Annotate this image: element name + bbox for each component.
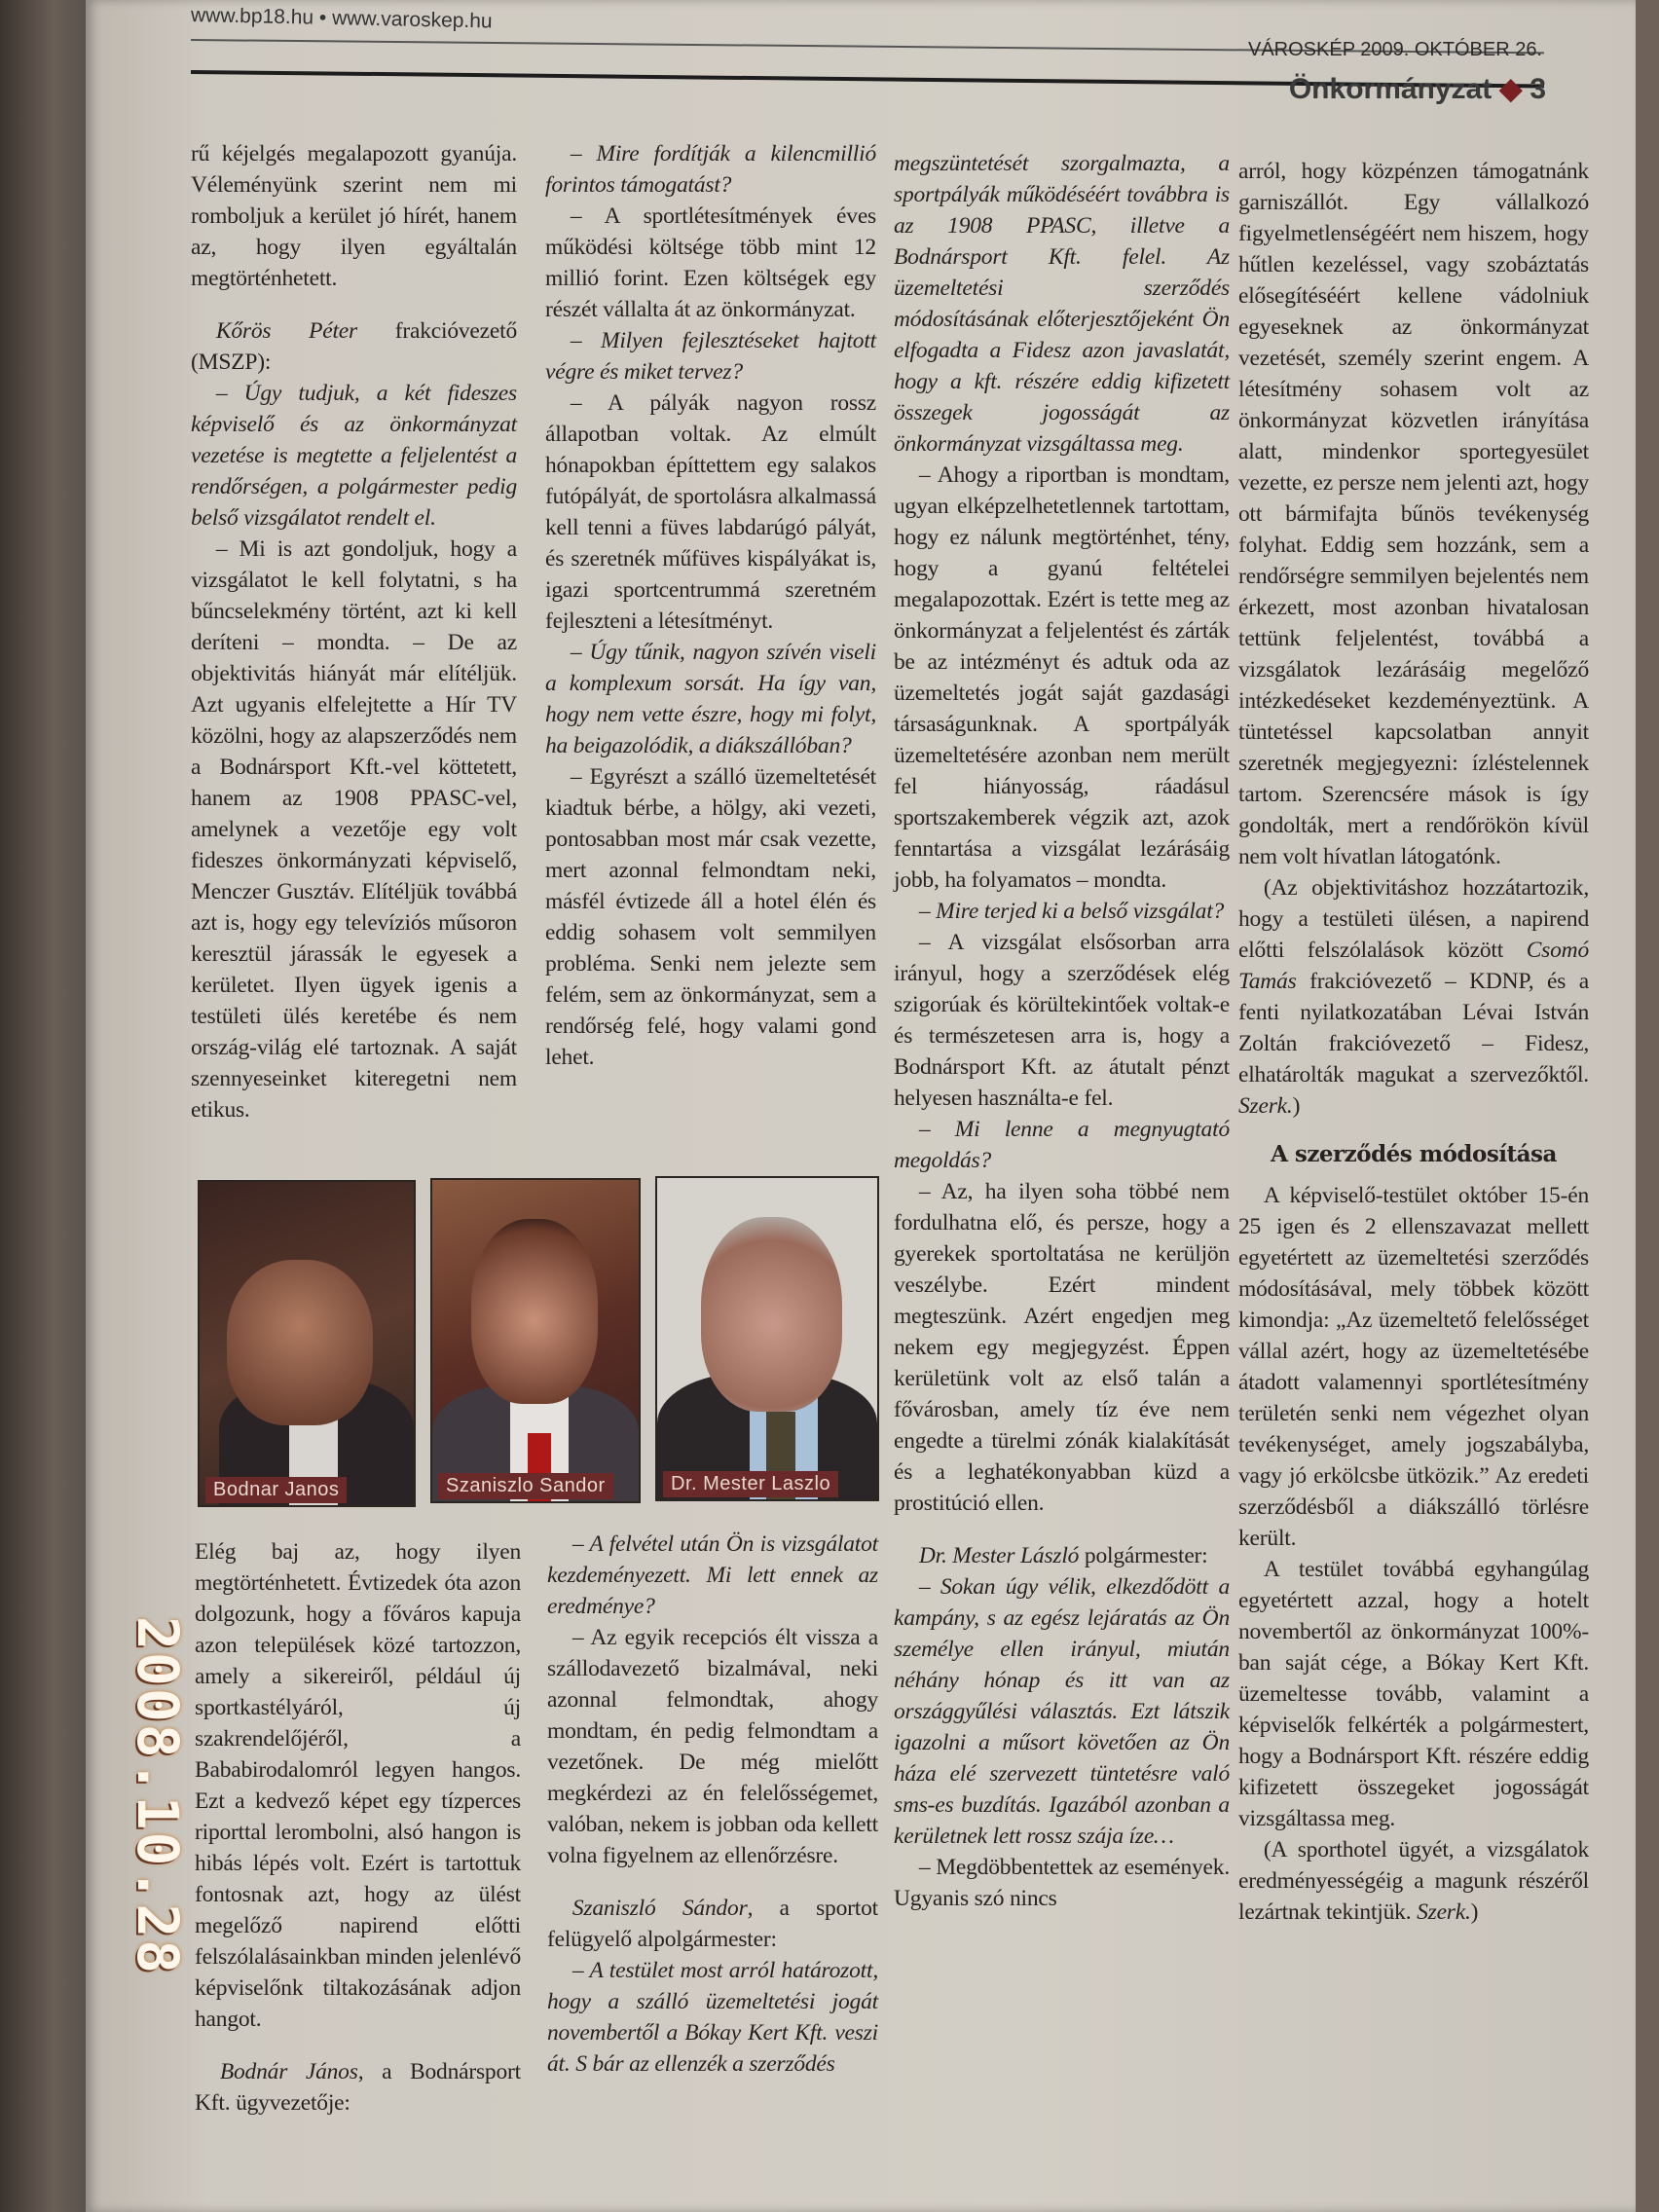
article-paragraph [894,148,1230,460]
body-text: frakcióvezető – KDNP, és a fenti nyilatkozatában Lévai István Zoltán frakcióvezető – Fidesz, elhatárolták magukat a szervezőktől. [1238,969,1589,1088]
article-paragraph [545,761,876,1073]
photo-mester-laszlo [655,1176,879,1501]
italic-text: – Úgy tűnik, nagyon szívén viseli a komplexum sorsát. Ha így van, hogy nem vette észre, hogy mi folyt, ha beigazolódik, a diákszállóban? [545,640,876,758]
photo-figure [227,1260,373,1425]
article-paragraph [191,378,517,534]
article-paragraph [547,1622,878,1871]
page-number: 3 [1530,73,1546,105]
photo-figure [701,1217,842,1412]
body-text: frakcióvezető (MSZP): [191,318,517,375]
italic-text: Csomó Tamás [1238,938,1589,994]
body-text: – Az, ha ilyen soha többé nem fordulhatna elő, és persze, hogy a gyerekek sportoltatása ne kerüljön veszélybe. Ezért mindent megteszünk. Azért engedjen meg nekem egy megjegyzést. Éppen kerületünk volt az első talán a fővárosban, amely tíz éve nem engedte a türelmi zónák kialakítását és a leghatékonyabban küzd a prostitúció ellen. [894,1179,1230,1516]
body-text: – Egyrészt a szálló üzemeltetését kiadtuk bérbe, a hölgy, aki vezeti, pontosabban most már csak vezette, mert azonnal felmondtam neki, másfél évtizede áll a hotel élén és eddig sohasem volt semmilyen probléma. Senki nem jelezte sem felém, sem az önkormányzat, sem a rendőrség felé, hogy valami gond lehet. [545,764,876,1070]
column-1-bottom [195,1536,521,2119]
column-4 [1238,156,1589,1928]
italic-text: Szaniszló Sándor [571,1896,748,1921]
italic-text: Szerk. [1238,1093,1293,1119]
article-paragraph [195,2056,521,2119]
italic-text: – A felvétel után Ön is vizsgálatot kezdeményezett. Mi lett ennek az eredménye? [547,1531,878,1619]
article-paragraph [1238,156,1589,872]
italic-text: megszüntetését szorgalmazta, a sportpályák működéséért továbbra is az 1908 PPASC, illetve a Bodnársport Kft. felel. Az üzemeltetési szerződés módosításának előterjesztőjeként Ön elfogadta a Fidesz azon javaslatát, hogy a kft. részére eddig kifizetett összegek jogosságát az önkormányzat vizsgáltassa meg. [894,151,1230,457]
body-text: , a Bodnársport Kft. ügyvezetője: [195,2059,521,2116]
article-paragraph [547,1955,878,2080]
section-name: Önkormányzat [1288,73,1493,105]
photo-caption: Szaniszlo Sandor [438,1473,613,1499]
body-text: – A pályák nagyon rossz állapotban voltak. Az elmúlt hónapokban építtettem egy salakos futópályát, de sportolásra alkalmassá kell tenni a füves labdarúgó pályát, és szeretnék műfüves kispályákat is, igazi sportcentrummá szeretném fejleszteni a létesítményt. [545,390,876,634]
body-text: – A vizsgálat elsősorban arra irányul, hogy a szerződések elég szigorúak és körültekintőek voltak-e és természetesen arra is, hogy a Bodnársport Kft. az átutalt pénzt helyesen használta-e fel. [894,930,1230,1111]
header-dateline: VÁROSKÉP 2009. OKTÓBER 26. [1248,39,1542,60]
italic-text: Szerk. [1417,1899,1471,1925]
article-paragraph [545,325,876,387]
section-title [1289,72,1546,106]
article-paragraph [191,534,517,1125]
article-paragraph [547,1529,878,1622]
subheading [1238,1139,1589,1170]
italic-text: – A testület most arról határozott, hogy a szálló üzemeltetési jogát novembertől a Bókay Kert Kft. veszi át. S bár az ellenzék a szerződés [547,1958,878,2077]
body-text: , a sportot felügyelő alpolgármester: [547,1896,878,1952]
background-left [0,0,90,2212]
photo-caption: Bodnar Janos [205,1477,347,1503]
article-paragraph [195,1536,521,2035]
photo-caption: Dr. Mester Laszlo [663,1471,838,1497]
background-right [1636,0,1659,2212]
article-paragraph [1238,1834,1589,1928]
article-paragraph [1238,1554,1589,1834]
italic-text: – Mire terjed ki a belső vizsgálat? [918,899,1225,924]
article-paragraph [1238,1180,1589,1554]
body-text: – Mi is azt gondoljuk, hogy a vizsgálatot le kell folytatni, s ha bűncselekmény történt, azt ki kell deríteni – mondta. – De az objektivitás hiányát már elítéljük. Azt ugyanis elfelejtette a Hír TV közölni, hogy az alapszerződés nem a Bodnársport Kft.-vel köttetett, hanem az 1908 PPASC-vel, amelynek a vezetője egy volt fideszes önkormányzati képviselő, Menczer Gusztáv. Elítéljük továbbá azt is, hogy egy televíziós műsoron keresztül járassák le egyesek a kerületet. Ilyen ügyek igenis a testületi ülés keretébe és nem ország-világ elé tartoznak. A saját szennyeseinket kiteregetni nem etikus. [191,536,517,1123]
article-paragraph [894,927,1230,1114]
article-paragraph [894,1571,1230,1852]
article-paragraph [547,1893,878,1955]
article-paragraph [545,138,876,201]
header-urls: www.bp18.hu • www.varoskep.hu [190,4,493,33]
body-text: polgármester: [1079,1543,1208,1568]
body-text: – Ahogy a riportban is mondtam, ugyan elképzelhetetlennek tartottam, hogy ez nálunk megtörténhet, tény, hogy a gyanú feltételei megalapozottak. Ezért is tette meg az önkormányzat a feljelentést és zárták be az intézményt és adtuk oda az üzemeltetés jogát saját gazdasági társaságunknak. A sportpályák üzemeltetésére azonban nem merült fel hiányosság, ráadásul sportszakemberek végzik azt, azok fenntartása a vizsgálat lezárásáig jobb, ha folyamatos – mondta. [894,462,1230,893]
body-text: (Az objektivitáshoz hozzátartozik, hogy a testületi ülésen, a napirend előtti felszólalások között [1238,875,1589,963]
column-3 [894,148,1230,1914]
body-text: ) [1470,1899,1479,1925]
body-text: – Megdöbbentettek az események. Ugyanis szó nincs [894,1855,1230,1911]
diamond-icon: ◆ [1499,73,1523,105]
italic-text: Dr. Mester László [918,1543,1080,1568]
article-paragraph [894,1540,1230,1571]
column-1-top [191,138,517,1125]
italic-text: – Mi lenne a megnyugtató megoldás? [894,1117,1230,1173]
body-text: (A sporthotel ügyét, a vizsgálatok eredményességéig a magunk részéről lezártnak tekintjük. [1238,1837,1589,1925]
photo-figure [471,1219,598,1404]
article-paragraph [545,387,876,637]
article-paragraph [191,315,517,378]
body-text: arról, hogy közpénzen támogatnánk garniszállót. Egy vállalkozó figyelmetlenségéért nem hiszem, hogy hűtlen kezeléssel, vagy szobáztatás elősegítéséért kellene vádolniuk egyeseknek az önkormányzat vezetését, személy szerint engem. A létesítmény sohasem volt az önkormányzat közvetlen irányítása alatt, mindenkor sportegyesület vezette, ez persze nem jelenti azt, hogy ott bármifajta bűnös tevékenység folyhat. Eddig sem hozzánk, sem a rendőrségre semmilyen bejelentés nem érkezett, most azonban hivatalosan tettünk feljelentést, továbbá a vizsgálatok lezárásáig megelőző intézkedéseket kezdeményeztünk. A tüntetéssel kapcsolatban annyit szeretnék megjegyezni: ízléstelennek tartom. Szerencsére mások is így gondolták, mert a rendőrökön kívül nem volt hívatlan látogatónk. [1238,159,1589,869]
italic-text: Bodnár János [219,2059,358,2084]
body-text: ) [1292,1093,1301,1119]
body-text: A képviselő-testület október 15-én 25 igen és 2 ellenszavazat mellett egyetértett az üzemeltetési szerződés módosításával, mely többek között kimondja: „Az üzemeltető felelősséget vállal azért, hogy az üzemeltetésébe átadott valamennyi sportlétesítmény területén senki nem végezhet olyan tevékenységet, amely jogszabályba, vagy jó erkölcsbe ütközik.” Az eredeti szerződésből a diákszálló törlésre került. [1238,1183,1589,1551]
body-text: Elég baj az, hogy ilyen megtörténhetett. Évtizedek óta azon dolgozunk, hogy a főváros kapuja azon települések közé tartozzon, amely a sikereiről, például új sportkastélyáról, új szakrendelőjéről, a Bababirodalomról legyen hangos. Ezt a kedvező képet egy tízperces riporttal lerombolni, alsó hangon is hibás lépés volt. Ezért is tartottuk fontosnak azt, hogy az ülést megelőző napirend előtti felszólalásainkban minden jelenlévő képviselőnk tiltakozásának adjon hangot. [195,1539,521,2032]
italic-text: – Sokan úgy vélik, elkezdődött a kampány, s az egész lejáratás az Ön személye ellen irányul, miután néhány hónap és itt van az országgyűlési választás. Ezt látszik igazolni a műsort követően az Ön háza elé szervezett tüntetésre való sms-es buzdítás. Igazából azonban a kerületnek lett rossz szája íze… [894,1574,1230,1849]
article-paragraph [1238,872,1589,1122]
article-paragraph [894,1176,1230,1519]
article-paragraph [894,1852,1230,1914]
article-paragraph [545,201,876,325]
italic-text: – Úgy tudjuk, a két fideszes képviselő és az önkormányzat vezetése is megtette a feljelentést a rendőrségen, a polgármester pedig belső vizsgálatot rendelt el. [191,381,517,531]
photo-szaniszlo-sandor [430,1178,641,1503]
camera-date-stamp: 2008.10.28 [125,1616,191,1976]
column-2-bottom [547,1529,878,2080]
body-text: – A sportlétesítmények éves működési költsége több mint 12 millió forint. Ezen költségek egy részét vállalta át az önkormányzat. [545,203,876,322]
photo-bodnar-janos [198,1180,416,1507]
italic-text: Kőrös Péter [215,318,357,344]
body-text: – Az egyik recepciós élt vissza a szállodavezető bizalmával, neki azonnal felmondtak, ahogy mondtam, én pedig felmondtam a vezetőnek. De még mielőtt megkérdezi az én felelősségemet, valóban, nekem is jobban oda kellett volna figyelnem az ellenőrzésre. [547,1625,878,1868]
article-paragraph [545,637,876,761]
article-paragraph [894,460,1230,896]
body-text: rű kéjelgés megalapozott gyanúja. Véleményünk szerint nem mi romboljuk a kerület jó hírét, hanem az, hogy ilyen egyáltalán megtörténhetett. [191,141,517,291]
italic-text: – Mire fordítják a kilencmillió forintos támogatást? [545,141,876,198]
article-paragraph [894,896,1230,927]
italic-text: – Milyen fejlesztéseket hajtott végre és miket tervez? [545,328,876,385]
article-paragraph [894,1114,1230,1176]
article-paragraph [191,138,517,294]
body-text: A szerződés módosítása [1271,1141,1557,1167]
column-2-top [545,138,876,1073]
body-text: A testület továbbá egyhangúlag egyetértett azzal, hogy a hotelt novembertől az önkormányzat 100%-ban saját cége, a Bókay Kert Kft. üzemeltesse tovább, valamint a képviselők felkérték a polgármestert, hogy a Bodnársport Kft. részére eddig kifizetett összegeket jogosságát vizsgáltassa meg. [1238,1557,1589,1831]
